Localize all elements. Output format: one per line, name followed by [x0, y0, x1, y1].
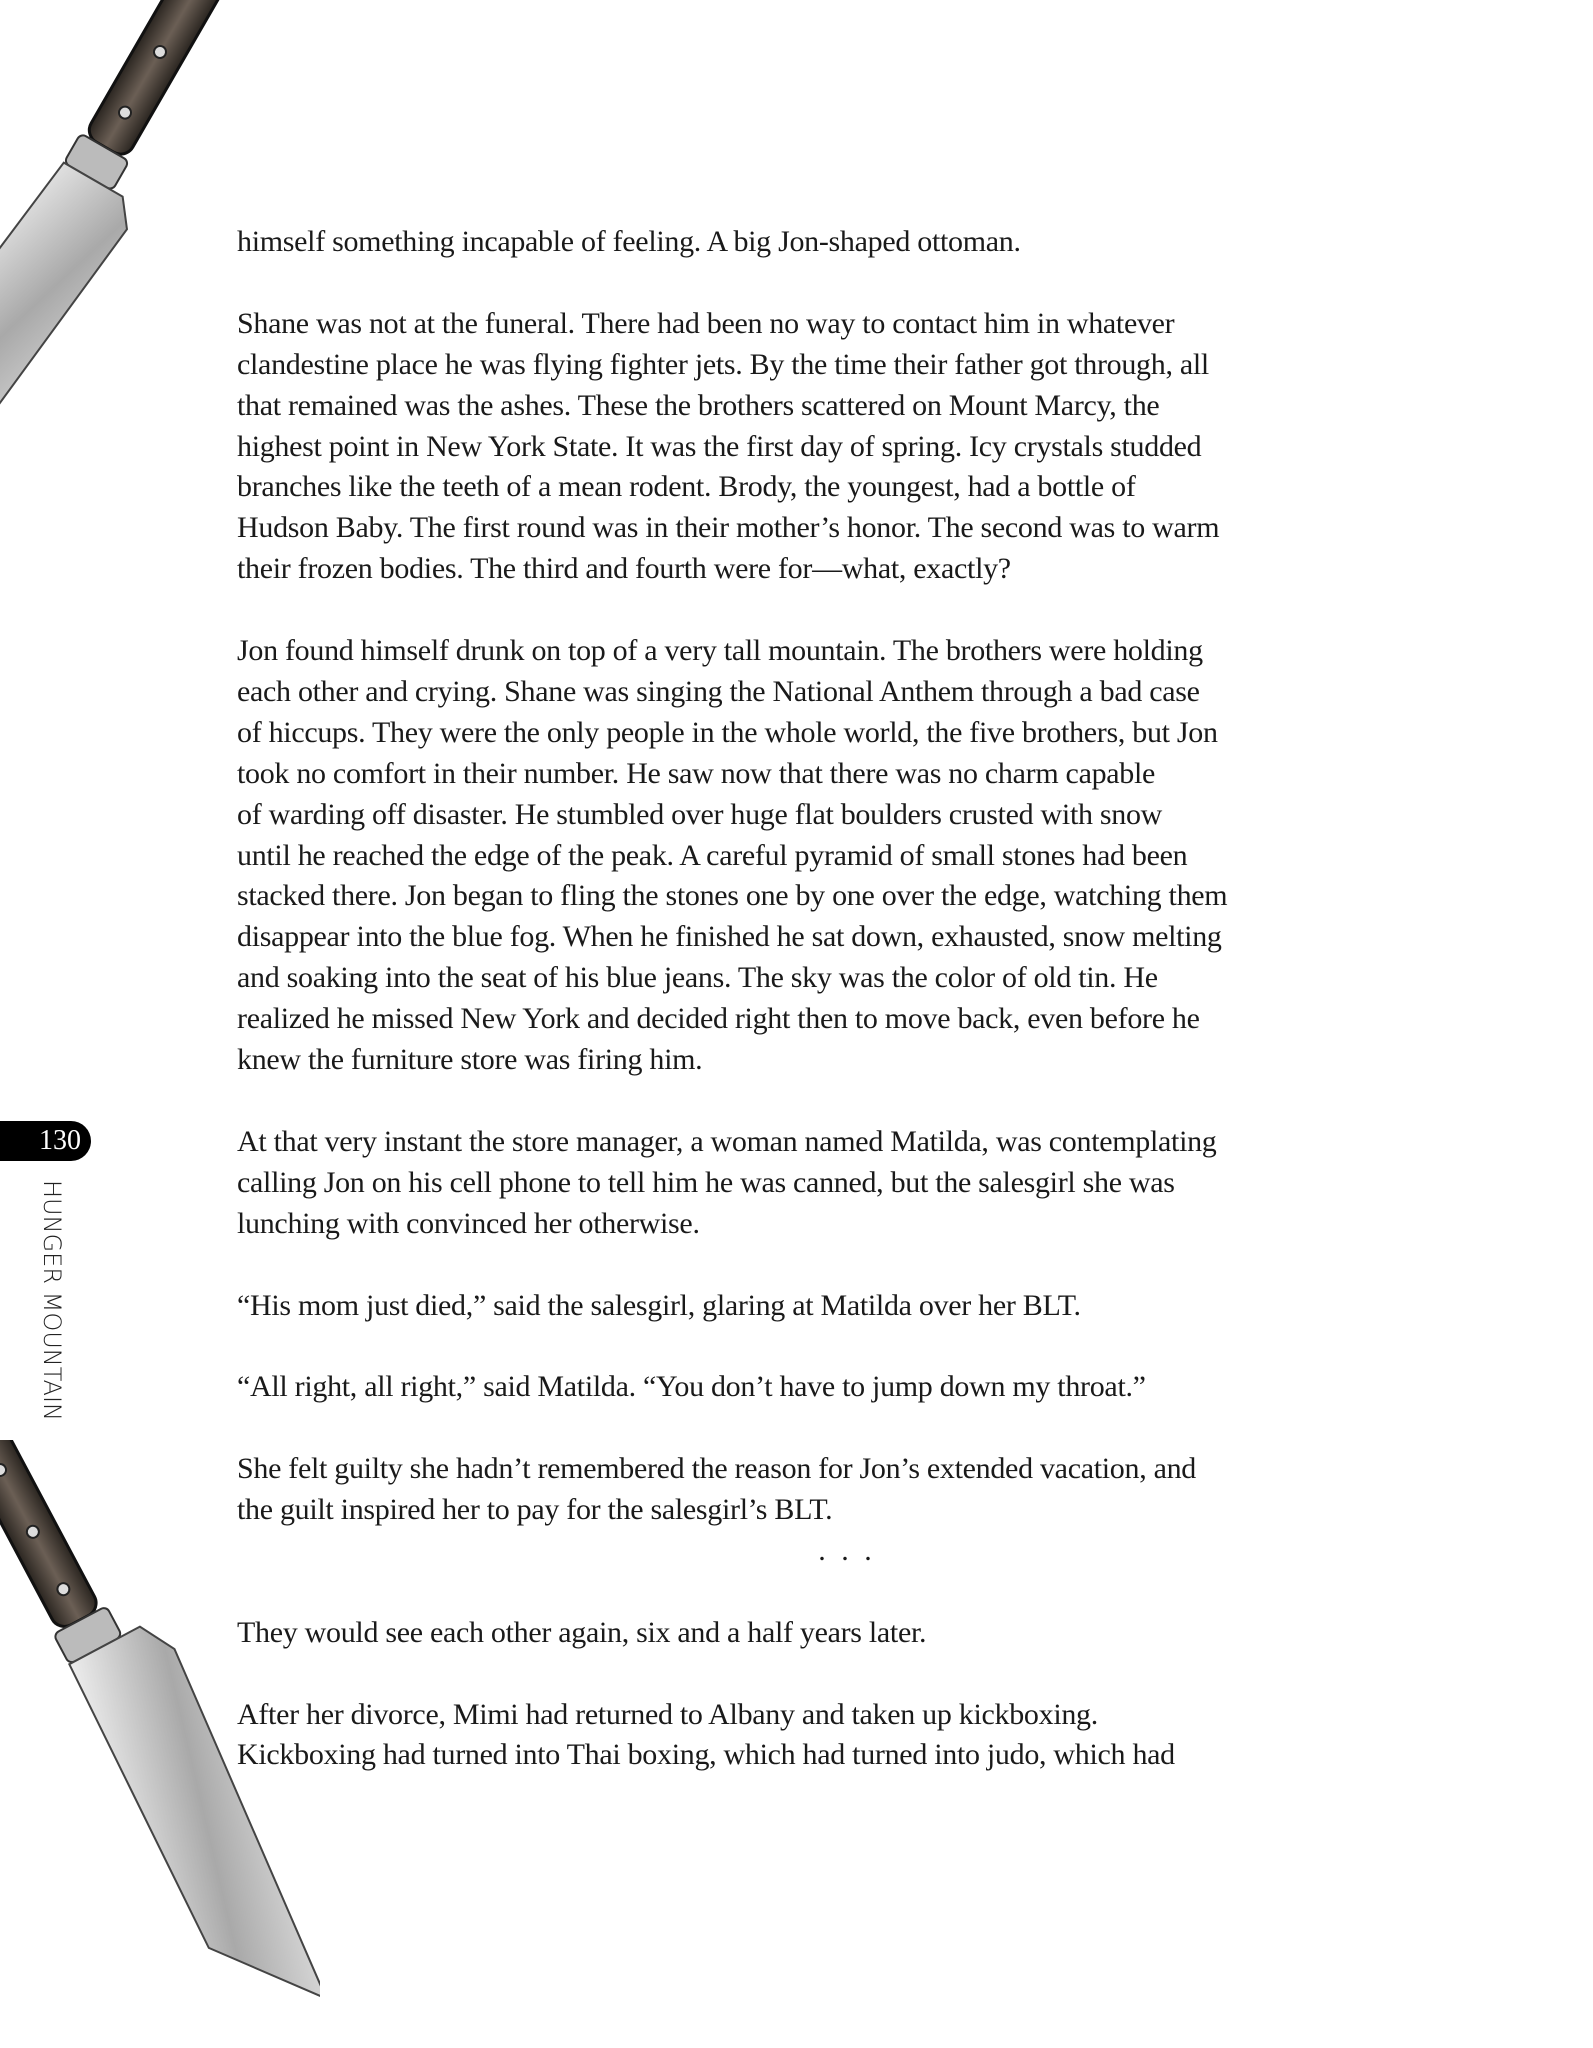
- text-line: stacked there. Jon began to fling the stones one by one over the edge, watching them: [237, 879, 1228, 913]
- running-head: HUNGER MOUNTAIN: [38, 1180, 66, 1421]
- text-line: their frozen bodies. The third and fourth were for—what, exactly?: [237, 552, 1011, 586]
- paragraph: [237, 1122, 1417, 1245]
- page-number: 130: [0, 1121, 91, 1161]
- text-line: knew the furniture store was firing him.: [237, 1043, 703, 1077]
- section-break-dots: . . .: [818, 1533, 876, 1567]
- text-line: “All right, all right,” said Matilda. “You don’t have to jump down my throat.”: [237, 1370, 1146, 1404]
- text-line: After her divorce, Mimi had returned to Albany and taken up kickboxing.: [237, 1697, 1098, 1731]
- section-break: [237, 1531, 1417, 1572]
- paragraph: [237, 1286, 1417, 1327]
- text-line: She felt guilty she hadn’t remembered the reason for Jon’s extended vacation, and: [237, 1452, 1197, 1486]
- text-line: of hiccups. They were the only people in the whole world, the five brothers, but Jon: [237, 715, 1218, 749]
- paragraph: [237, 631, 1417, 1081]
- text-line: They would see each other again, six and a half years later.: [237, 1615, 927, 1649]
- paragraph: [237, 1449, 1417, 1531]
- text-line: Hudson Baby. The first round was in their mother’s honor. The second was to warm: [237, 511, 1220, 545]
- text-line: each other and crying. Shane was singing the National Anthem through a bad case: [237, 674, 1200, 708]
- paragraph: [237, 304, 1417, 590]
- text-line: Jon found himself drunk on top of a very tall mountain. The brothers were holding: [237, 634, 1203, 668]
- text-line: of warding off disaster. He stumbled over huge flat boulders crusted with snow: [237, 797, 1163, 831]
- text-line: himself something incapable of feeling. A big Jon-shaped ottoman.: [237, 225, 1021, 258]
- paragraph: [237, 1367, 1417, 1408]
- text-line: realized he missed New York and decided right then to move back, even before he: [237, 1002, 1200, 1036]
- text-line: until he reached the edge of the peak. A careful pyramid of small stones had been: [237, 838, 1188, 872]
- text-line: that remained was the ashes. These the brothers scattered on Mount Marcy, the: [237, 388, 1160, 422]
- paragraph: [237, 222, 1417, 263]
- text-line: calling Jon on his cell phone to tell him he was canned, but the salesgirl she was: [237, 1165, 1175, 1199]
- text-line: lunching with convinced her otherwise.: [237, 1206, 700, 1240]
- text-line: and soaking into the seat of his blue jeans. The sky was the color of old tin. He: [237, 961, 1158, 995]
- text-line: highest point in New York State. It was the first day of spring. Icy crystals studded: [237, 429, 1202, 463]
- text-line: At that very instant the store manager, a woman named Matilda, was contemplating: [237, 1124, 1217, 1158]
- paragraph: [237, 1695, 1417, 1777]
- text-line: took no comfort in their number. He saw now that there was no charm capable: [237, 756, 1156, 790]
- text-line: Shane was not at the funeral. There had been no way to contact him in whatever: [237, 306, 1175, 340]
- body-text: [237, 222, 1417, 1817]
- text-line: the guilt inspired her to pay for the salesgirl’s BLT.: [237, 1493, 833, 1526]
- text-line: clandestine place he was flying fighter jets. By the time their father got through, all: [237, 347, 1209, 381]
- paragraph: [237, 1613, 1417, 1654]
- text-line: branches like the teeth of a mean rodent. Brody, the youngest, had a bottle of: [237, 470, 1136, 504]
- text-line: Kickboxing had turned into Thai boxing, which had turned into judo, which had: [237, 1738, 1175, 1772]
- text-line: “His mom just died,” said the salesgirl, glaring at Matilda over her BLT.: [237, 1288, 1081, 1322]
- text-line: disappear into the blue fog. When he finished he sat down, exhausted, snow melting: [237, 920, 1222, 954]
